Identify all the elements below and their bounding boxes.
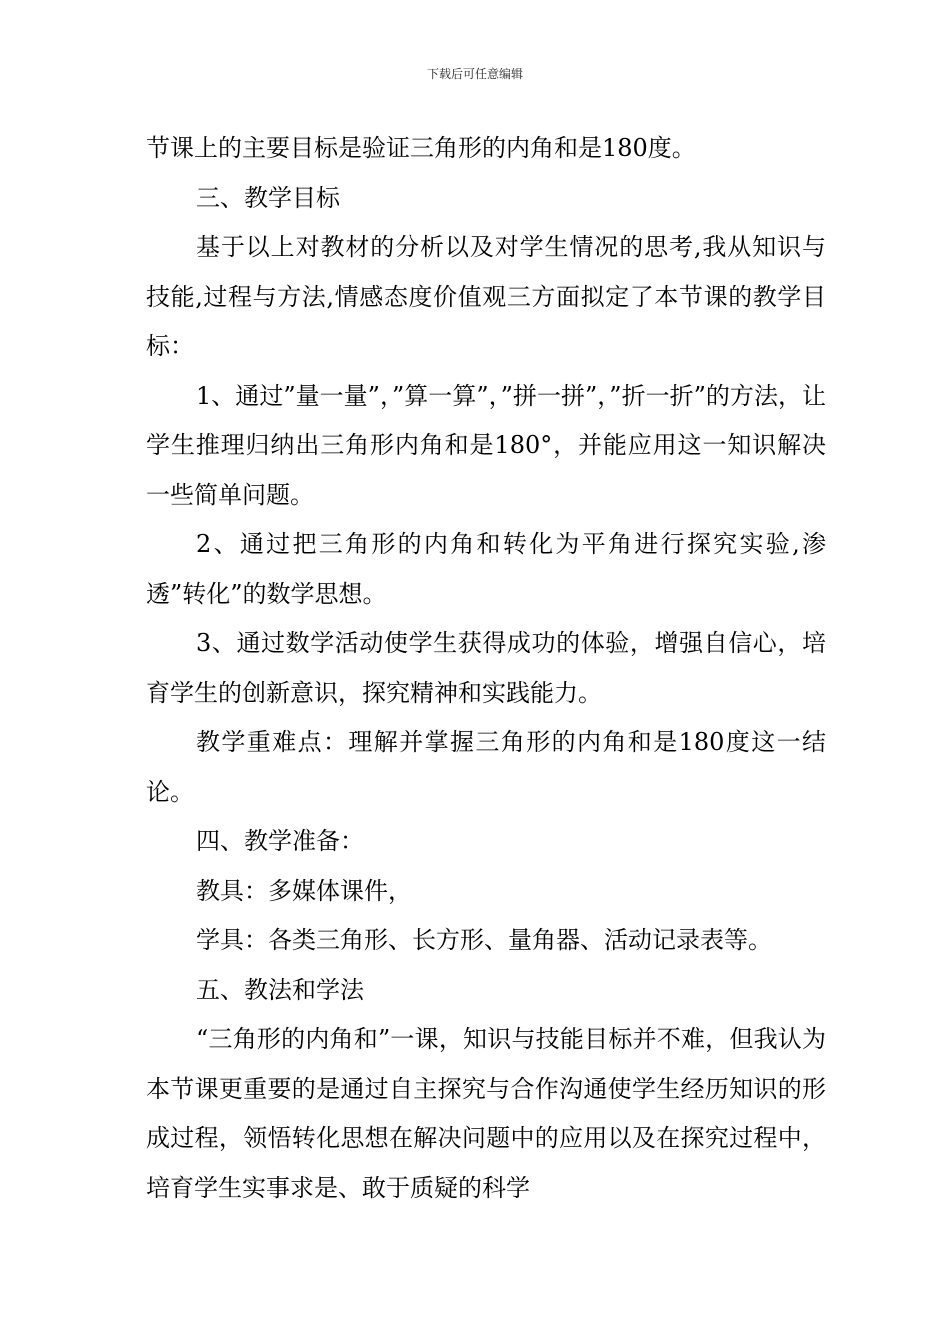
paragraph-methods: “三角形的内角和”一课，知识与技能目标并不难，但我认为本节课更重要的是通过自主探究与合作沟通使学生经历知识的形成过程，领悟转化思想在解决问题中的应用以及在探究过程中，培育学生实事求是、敢于质疑的科学 xyxy=(146,1025,826,1202)
objective-item-2: 2、通过把三角形的内角和转化为平角进行探究实验,渗透”转化”的数学思想。 xyxy=(146,530,826,608)
page-header: 下载后可任意编辑 xyxy=(426,67,523,81)
section-heading-objectives: 三、教学目标 xyxy=(196,183,340,212)
paragraph-key-points: 教学重难点：理解并掌握三角形的内角和是180度这一结论。 xyxy=(146,728,826,806)
paragraph-teaching-aids: 教具：多媒体课件， xyxy=(196,876,412,905)
objective-item-3: 3、通过数学活动使学生获得成功的体验，增强自信心，培育学生的创新意识，探究精神和实践能力。 xyxy=(146,629,826,707)
paragraph-learning-aids: 学具：各类三角形、长方形、量角器、活动记录表等。 xyxy=(196,926,772,954)
document-body xyxy=(146,124,826,1213)
section-heading-methods: 五、教法和学法 xyxy=(196,975,364,1004)
objective-item-1: 1、通过”量一量”，”算一算”，”拼一拼”，”折一折”的方法，让学生推理归纳出三角形内角和是180°，并能应用这一知识解决一些简单问题。 xyxy=(146,381,826,509)
section-heading-preparation: 四、教学准备： xyxy=(196,827,364,855)
paragraph-intro: 节课上的主要目标是验证三角形的内角和是180度。 xyxy=(146,134,696,162)
paragraph-objectives-intro: 基于以上对教材的分析以及对学生情况的思考,我从知识与技能,过程与方法,情感态度价值观三方面拟定了本节课的教学目标： xyxy=(146,233,826,360)
